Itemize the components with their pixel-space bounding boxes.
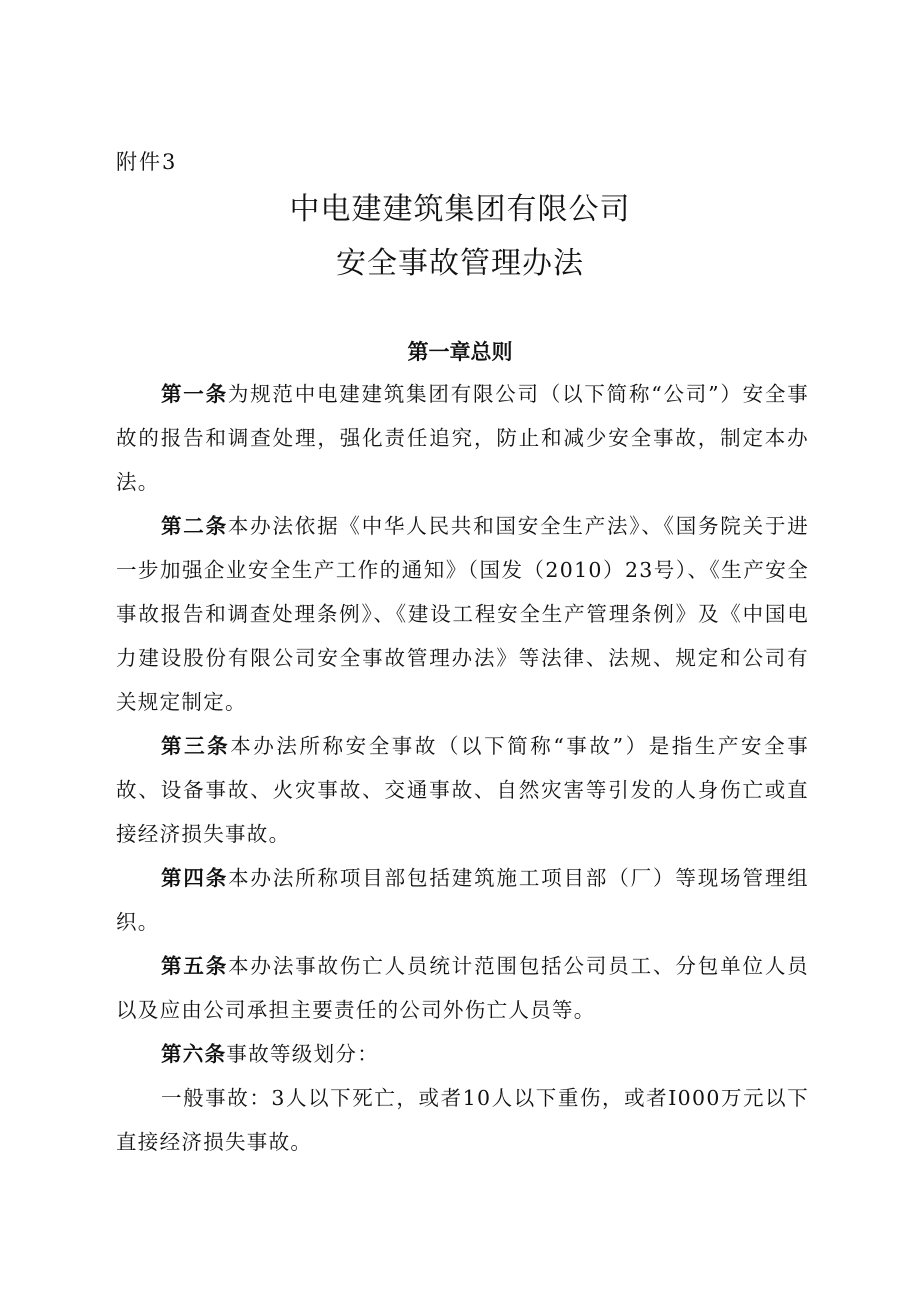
article-4 [116, 856, 809, 944]
article-3 [116, 724, 809, 856]
article-number: 第六条 [161, 1042, 227, 1066]
article-text: 为规范中电建建筑集团有限公司（以下简称“公司”）安全事故的报告和调查处理，强化责任追究，防止和减少安全事故，制定本办法。 [116, 382, 809, 494]
article-6 [116, 1032, 809, 1076]
document-title-line2: 安全事故管理办法 [336, 246, 584, 281]
article-text: 事故等级划分： [226, 1042, 380, 1066]
article-5 [116, 944, 809, 1032]
article-number: 第五条 [161, 954, 229, 978]
document-body [116, 372, 809, 1164]
document-title-line1: 中电建建筑集团有限公司 [289, 192, 631, 227]
article-number: 第四条 [161, 866, 229, 890]
chapter-heading: 第一章总则 [407, 340, 513, 364]
general-accident-paragraph: 一般事故：3人以下死亡，或者10人以下重伤，或者I000万元以下直接经济损失事故。 [116, 1086, 809, 1154]
article-number: 第三条 [161, 734, 231, 758]
article-text: 本办法所称安全事故（以下简称“事故”）是指生产安全事故、设备事故、火灾事故、交通事故、自然灾害等引发的人身伤亡或直接经济损失事故。 [116, 734, 809, 846]
article-number: 第二条 [161, 514, 228, 538]
article-number: 第一条 [161, 382, 228, 406]
attachment-label: 附件3 [116, 150, 178, 174]
article-1 [116, 372, 809, 504]
article-text: 本办法所称项目部包括建筑施工项目部（厂）等现场管理组织。 [116, 866, 809, 934]
article-text: 本办法依据《中华人民共和国安全生产法》、《国务院关于进一步加强企业安全生产工作的通知》（国发（2010）23号）、《生产安全事故报告和调查处理条例》、《建设工程安全生产管理条例》及《中国电力建设股份有限公司安全事故管理办法》等法律、法规、规定和公司有关规定制定。 [116, 514, 809, 714]
article-text: 本办法事故伤亡人员统计范围包括公司员工、分包单位人员以及应由公司承担主要责任的公司外伤亡人员等。 [116, 954, 809, 1022]
article-2 [116, 504, 809, 724]
